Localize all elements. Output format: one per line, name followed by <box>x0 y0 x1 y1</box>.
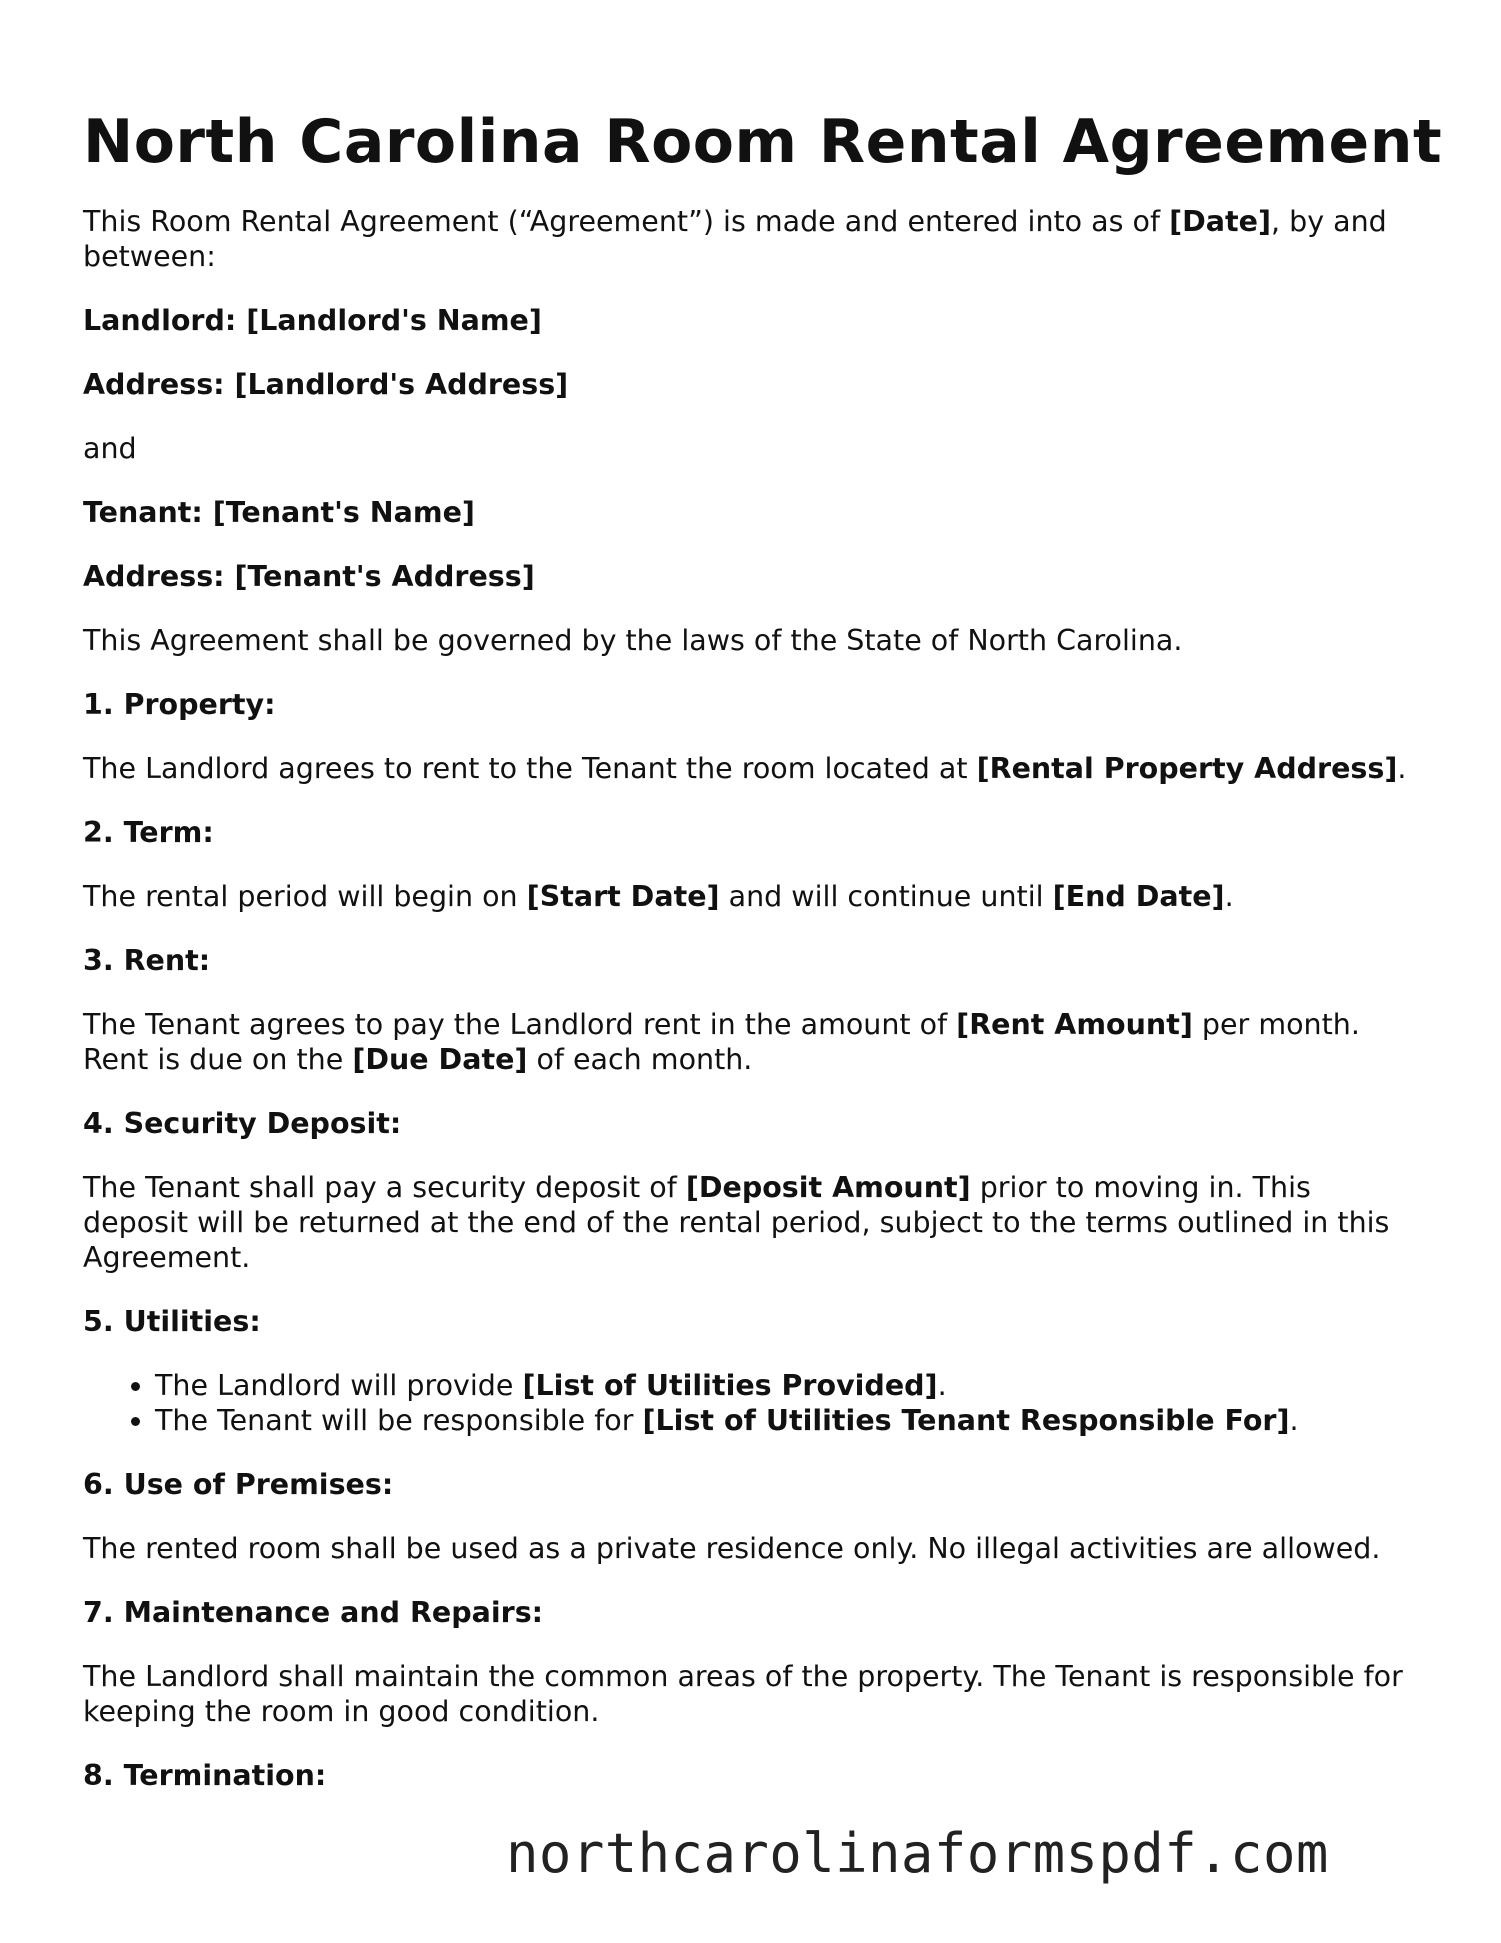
site-watermark: northcarolinaformspdf.com <box>506 1822 1329 1885</box>
intro-paragraph <box>83 204 1423 274</box>
list-item <box>155 1403 1423 1438</box>
section-heading-rent: 3. Rent: <box>83 944 211 977</box>
rent-text-3: of each month. <box>527 1043 753 1076</box>
rent-text-2: per month. Rent is due on the <box>83 1008 1360 1076</box>
utilities-list <box>83 1368 1423 1438</box>
section-heading-property: 1. Property: <box>83 688 276 721</box>
deposit-text-2: prior to moving in. This deposit will be returned at the end of the rental period, subject to the terms outlined in this Agreement. <box>83 1171 1390 1274</box>
utilities-tenant-placeholder: [List of Utilities Tenant Responsible For] <box>642 1404 1290 1437</box>
utilities-item-text-before: The Landlord will provide <box>155 1369 523 1402</box>
section-heading-use: 6. Use of Premises: <box>83 1468 394 1501</box>
date-placeholder: [Date] <box>1169 205 1271 238</box>
parties-conjunction: and <box>83 432 137 465</box>
section-heading-deposit: 4. Security Deposit: <box>83 1107 402 1140</box>
rent-text-1: The Tenant agrees to pay the Landlord rent in the amount of <box>83 1008 957 1041</box>
section-heading-maintenance: 7. Maintenance and Repairs: <box>83 1596 544 1629</box>
section-body-deposit <box>83 1170 1423 1275</box>
property-text-before: The Landlord agrees to rent to the Tenant the room located at <box>83 752 977 785</box>
property-address-placeholder: [Rental Property Address] <box>976 752 1398 785</box>
section-body-property <box>83 751 1423 786</box>
landlord-address-line: Address: [Landlord's Address] <box>83 368 569 401</box>
property-text-after: . <box>1397 752 1407 785</box>
utilities-item-text-before: The Tenant will be responsible for <box>155 1404 643 1437</box>
deposit-text-1: The Tenant shall pay a security deposit of <box>83 1171 686 1204</box>
rent-amount-placeholder: [Rent Amount] <box>956 1008 1193 1041</box>
section-body-use: The rented room shall be used as a private residence only. No illegal activities are allowed. <box>83 1532 1381 1565</box>
section-heading-utilities: 5. Utilities: <box>83 1305 261 1338</box>
end-date-placeholder: [End Date] <box>1052 880 1225 913</box>
section-heading-termination: 8. Termination: <box>83 1759 327 1792</box>
deposit-amount-placeholder: [Deposit Amount] <box>685 1171 971 1204</box>
intro-text-after: , by and between: <box>83 205 1387 273</box>
utilities-provided-placeholder: [List of Utilities Provided] <box>522 1369 938 1402</box>
document-page <box>83 100 1443 1822</box>
term-text-1: The rental period will begin on <box>83 880 527 913</box>
list-item <box>155 1368 1423 1403</box>
utilities-item-text-after: . <box>1289 1404 1299 1437</box>
utilities-item-text-after: . <box>937 1369 947 1402</box>
term-text-3: . <box>1224 880 1234 913</box>
landlord-name-line: Landlord: [Landlord's Name] <box>83 304 542 337</box>
governing-law-paragraph: This Agreement shall be governed by the laws of the State of North Carolina. <box>83 624 1183 657</box>
section-body-term <box>83 879 1423 914</box>
tenant-address-line: Address: [Tenant's Address] <box>83 560 535 593</box>
start-date-placeholder: [Start Date] <box>526 880 720 913</box>
term-text-2: and will continue until <box>719 880 1053 913</box>
section-heading-term: 2. Term: <box>83 816 214 849</box>
section-body-rent <box>83 1007 1423 1077</box>
section-body-maintenance: The Landlord shall maintain the common areas of the property. The Tenant is responsible for keeping the room in good condition. <box>83 1660 1403 1728</box>
due-date-placeholder: [Due Date] <box>352 1043 528 1076</box>
document-title: North Carolina Room Rental Agreement <box>83 107 1443 177</box>
intro-text-before: This Room Rental Agreement (“Agreement”) is made and entered into as of <box>83 205 1170 238</box>
tenant-name-line: Tenant: [Tenant's Name] <box>83 496 475 529</box>
